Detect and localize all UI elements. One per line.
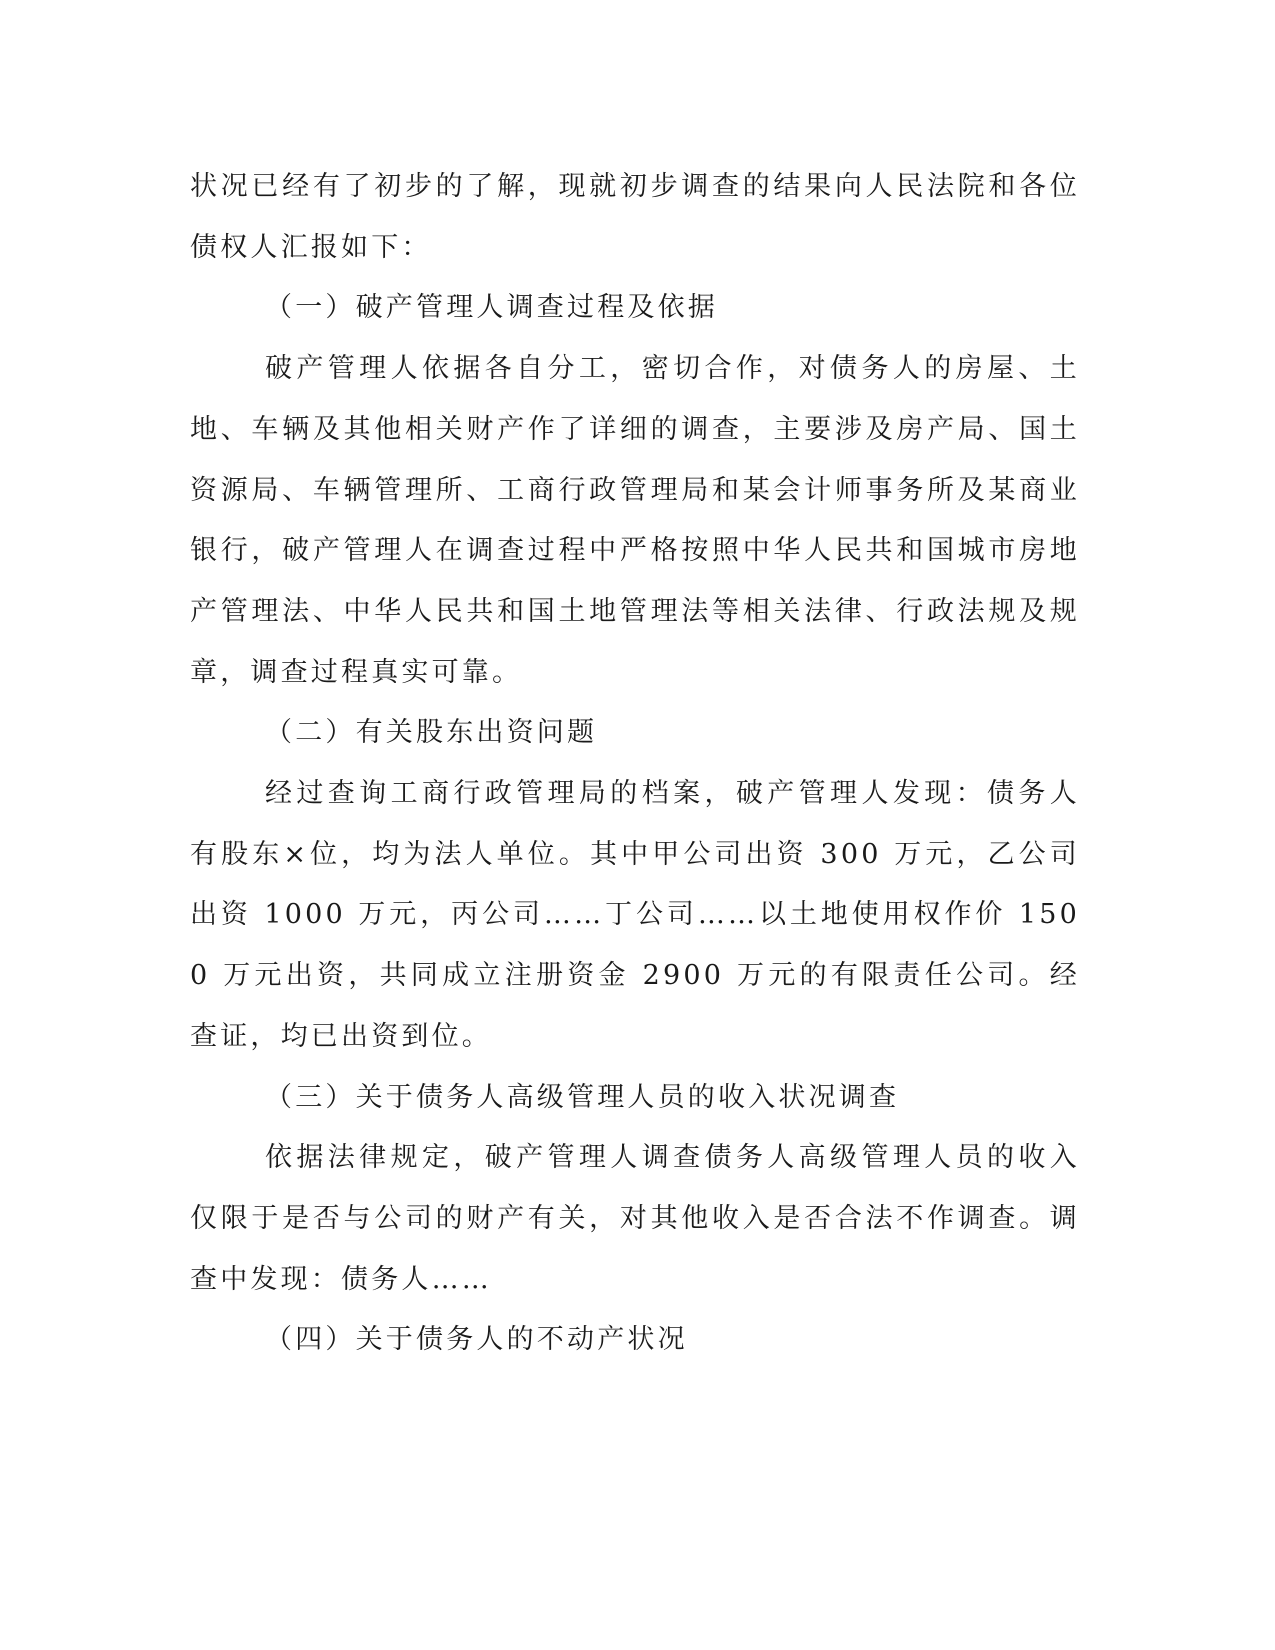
section-heading-2: （二）有关股东出资问题 [265, 717, 598, 749]
section-3-paragraph: 依据法律规定，破产管理人调查债务人高级管理人员的收入仅限于是否与公司的财产有关，对其他收入是否合法不作调查。调查中发现：债务人…… [190, 1142, 1080, 1295]
section-2-paragraph: 经过查询工商行政管理局的档案，破产管理人发现：债务人有股东×位，均为法人单位。其中甲公司出资 300 万元，乙公司出资 1000 万元，丙公司……丁公司……以土地使用权作价 1500 万元出资，共同成立注册资金 2900 万元的有限责任公司。经查证，均已出资到位。 [190, 778, 1080, 1052]
section-heading-3: （三）关于债务人高级管理人员的收入状况调查 [265, 1081, 900, 1113]
document-body [190, 157, 1080, 1371]
section-1-paragraph: 破产管理人依据各自分工，密切合作，对债务人的房屋、土地、车辆及其他相关财产作了详细的调查，主要涉及房产局、国土资源局、车辆管理所、工商行政管理局和某会计师事务所及某商业银行，破产管理人在调查过程中严格按照中华人民共和国城市房地产管理法、中华人民共和国土地管理法等相关法律、行政法规及规章，调查过程真实可靠。 [190, 353, 1080, 688]
intro-paragraph: 状况已经有了初步的了解，现就初步调查的结果向人民法院和各位债权人汇报如下： [190, 171, 1080, 263]
section-heading-1: （一）破产管理人调查过程及依据 [265, 292, 718, 324]
section-heading-4: （四）关于债务人的不动产状况 [265, 1324, 688, 1356]
